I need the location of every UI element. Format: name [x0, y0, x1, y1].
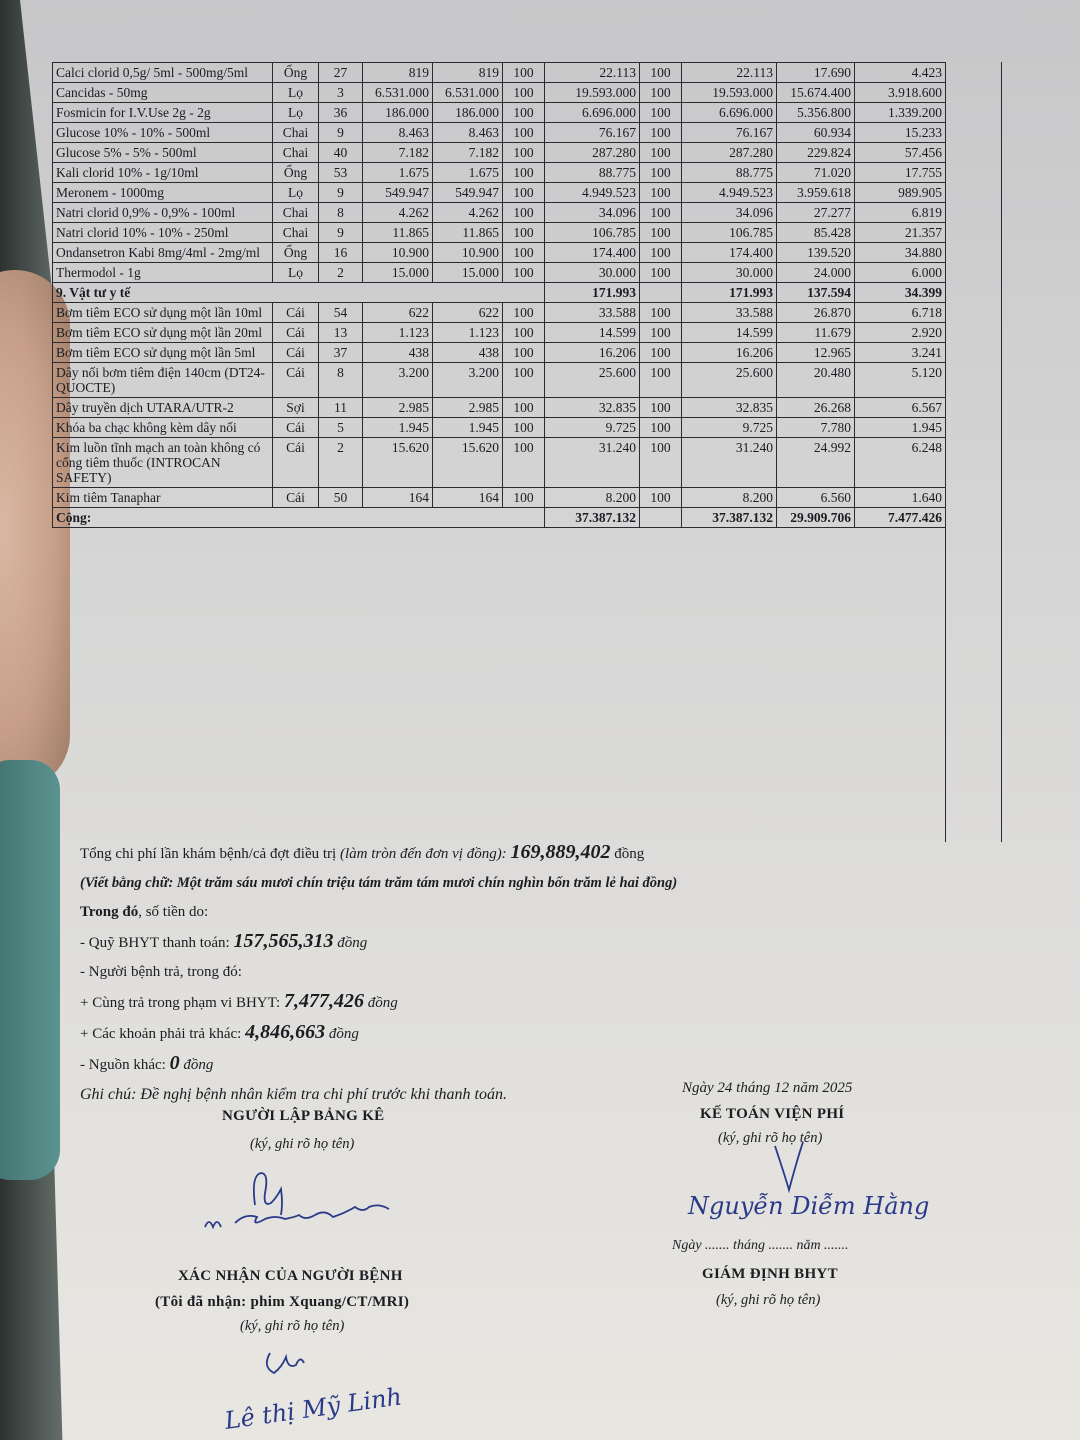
- cell-name: Khóa ba chạc không kèm dây nối: [53, 418, 273, 438]
- cell-name: 9. Vật tư y tế: [53, 283, 545, 303]
- cell-bhyt: 26.268: [777, 398, 855, 418]
- cell-pct1: 100: [503, 63, 545, 83]
- table-row: [53, 488, 946, 508]
- cell-price1: 164: [363, 488, 433, 508]
- cell-bhyt: 60.934: [777, 123, 855, 143]
- cell-name: Cộng:: [53, 508, 545, 528]
- cell-price1: 15.000: [363, 263, 433, 283]
- cell-total1: 37.387.132: [545, 508, 640, 528]
- grand-total-line: [80, 838, 980, 869]
- cell-pct2: 100: [640, 203, 682, 223]
- cell-unit: Chai: [273, 123, 319, 143]
- cell-pct1: 100: [503, 143, 545, 163]
- cell-patient: 6.248: [855, 438, 946, 488]
- cell-total1: 4.949.523: [545, 183, 640, 203]
- cell-price2: 4.262: [433, 203, 503, 223]
- issue-date: Ngày 24 tháng 12 năm 2025: [682, 1080, 853, 1096]
- cell-pct2: 100: [640, 223, 682, 243]
- cell-unit: Cái: [273, 323, 319, 343]
- cell-price2: 8.463: [433, 123, 503, 143]
- cell-total2: 22.113: [682, 63, 777, 83]
- cell-unit: Cái: [273, 303, 319, 323]
- cell-price1: 15.620: [363, 438, 433, 488]
- table-row: [53, 418, 946, 438]
- blank-date-line: Ngày ....... tháng ....... năm .......: [672, 1238, 849, 1253]
- cell-name: Dây truyền dịch UTARA/UTR-2: [53, 398, 273, 418]
- cell-patient: 6.819: [855, 203, 946, 223]
- cell-name: Cancidas - 50mg: [53, 83, 273, 103]
- cell-name: Bơm tiêm ECO sử dụng một lần 5ml: [53, 343, 273, 363]
- cell-pct2: 100: [640, 438, 682, 488]
- cell-unit: Lọ: [273, 183, 319, 203]
- cell-price1: 11.865: [363, 223, 433, 243]
- cell-qty: 54: [319, 303, 363, 323]
- table-row: [53, 243, 946, 263]
- cell-pct2: 100: [640, 418, 682, 438]
- cell-total1: 22.113: [545, 63, 640, 83]
- cell-price2: 164: [433, 488, 503, 508]
- table-row: [53, 343, 946, 363]
- cell-unit: Lọ: [273, 83, 319, 103]
- cell-total2: 32.835: [682, 398, 777, 418]
- cell-total1: 6.696.000: [545, 103, 640, 123]
- cell-name: Glucose 5% - 5% - 500ml: [53, 143, 273, 163]
- table-row: [53, 203, 946, 223]
- cell-price2: 15.620: [433, 438, 503, 488]
- bhyt-pay-line: [80, 927, 980, 958]
- cell-price2: 7.182: [433, 143, 503, 163]
- cell-price1: 1.945: [363, 418, 433, 438]
- cell-total2: 76.167: [682, 123, 777, 143]
- currency-label: đồng: [337, 935, 368, 951]
- cell-total1: 174.400: [545, 243, 640, 263]
- cell-bhyt: 15.674.400: [777, 83, 855, 103]
- cell-pct2: 100: [640, 123, 682, 143]
- copay-line: [80, 987, 980, 1018]
- cell-pct2: 100: [640, 303, 682, 323]
- table-row: [53, 223, 946, 243]
- cell-pct2: 100: [640, 243, 682, 263]
- cell-price1: 1.675: [363, 163, 433, 183]
- cell-patient: 7.477.426: [855, 508, 946, 528]
- table-blank-columns: [945, 62, 1002, 842]
- currency-label: đồng: [328, 1026, 359, 1042]
- cell-bhyt: 71.020: [777, 163, 855, 183]
- cell-total1: 9.725: [545, 418, 640, 438]
- cell-patient: 57.456: [855, 143, 946, 163]
- cell-total2: 106.785: [682, 223, 777, 243]
- cell-total2: 37.387.132: [682, 508, 777, 528]
- cell-patient: 2.920: [855, 323, 946, 343]
- bhyt-inspect-title: GIÁM ĐỊNH BHYT: [702, 1266, 838, 1282]
- cell-patient: 34.399: [855, 283, 946, 303]
- cell-pct1: 100: [503, 438, 545, 488]
- cell-price1: 438: [363, 343, 433, 363]
- cell-patient: 4.423: [855, 63, 946, 83]
- cell-unit: Chai: [273, 223, 319, 243]
- currency-label: đồng: [367, 995, 398, 1011]
- table-row: [53, 63, 946, 83]
- cell-qty: 37: [319, 343, 363, 363]
- cell-qty: 16: [319, 243, 363, 263]
- cell-patient: 3.241: [855, 343, 946, 363]
- cell-unit: Ống: [273, 63, 319, 83]
- patient-signature-text: Lê thị Mỹ Linh: [222, 1382, 404, 1435]
- cell-qty: 9: [319, 183, 363, 203]
- cell-qty: 27: [319, 63, 363, 83]
- cell-pct1: 100: [503, 123, 545, 143]
- bhyt-inspect-subtitle: (ký, ghi rõ họ tên): [716, 1292, 821, 1308]
- cell-pct1: 100: [503, 83, 545, 103]
- currency-label: đồng: [183, 1057, 214, 1073]
- cell-bhyt: 229.824: [777, 143, 855, 163]
- in-which-rest: , số tiền do:: [138, 904, 209, 920]
- cell-unit: Cái: [273, 363, 319, 398]
- cell-patient: 6.000: [855, 263, 946, 283]
- total-in-words: (Viết bằng chữ: Một trăm sáu mươi chín triệu tám trăm tám mươi chín nghìn bốn trăm lẻ hai đồng): [80, 875, 678, 891]
- cell-pct2: 100: [640, 323, 682, 343]
- cell-pct1: 100: [503, 363, 545, 398]
- patient-confirm-title: XÁC NHẬN CỦA NGƯỜI BỆNH: [178, 1268, 403, 1284]
- grand-total-label: Tổng chi phí lần khám bệnh/cả đợt điều trị: [80, 846, 337, 862]
- cell-price2: 186.000: [433, 103, 503, 123]
- cell-pct2: 100: [640, 163, 682, 183]
- patient-received-note: (Tôi đã nhận: phim Xquang/CT/MRI): [155, 1294, 410, 1310]
- cell-patient: 21.357: [855, 223, 946, 243]
- cell-bhyt: 6.560: [777, 488, 855, 508]
- cell-bhyt: 20.480: [777, 363, 855, 398]
- cell-price1: 2.985: [363, 398, 433, 418]
- cell-total2: 31.240: [682, 438, 777, 488]
- table-row: [53, 183, 946, 203]
- table-group-row: [53, 283, 946, 303]
- cell-bhyt: 24.000: [777, 263, 855, 283]
- cell-total1: 32.835: [545, 398, 640, 418]
- cell-price1: 10.900: [363, 243, 433, 263]
- cell-bhyt: 29.909.706: [777, 508, 855, 528]
- cell-total1: 25.600: [545, 363, 640, 398]
- accountant-signature: [680, 1140, 930, 1240]
- cell-bhyt: 12.965: [777, 343, 855, 363]
- other-pay-line: [80, 1018, 980, 1049]
- table-row: [53, 143, 946, 163]
- cell-qty: 40: [319, 143, 363, 163]
- cell-qty: 53: [319, 163, 363, 183]
- cell-total1: 30.000: [545, 263, 640, 283]
- cell-bhyt: 139.520: [777, 243, 855, 263]
- cell-bhyt: 85.428: [777, 223, 855, 243]
- cell-name: Calci clorid 0,5g/ 5ml - 500mg/5ml: [53, 63, 273, 83]
- cell-empty: [640, 508, 682, 528]
- cell-empty: [640, 283, 682, 303]
- cell-price1: 622: [363, 303, 433, 323]
- cell-name: Fosmicin for I.V.Use 2g - 2g: [53, 103, 273, 123]
- cell-total1: 8.200: [545, 488, 640, 508]
- table-row: [53, 103, 946, 123]
- cell-name: Natri clorid 10% - 10% - 250ml: [53, 223, 273, 243]
- cell-pct2: 100: [640, 183, 682, 203]
- cell-unit: Chai: [273, 203, 319, 223]
- cell-total2: 171.993: [682, 283, 777, 303]
- preparer-subtitle: (ký, ghi rõ họ tên): [250, 1136, 355, 1152]
- in-which-label: Trong đó: [80, 904, 139, 920]
- cell-patient: 34.880: [855, 243, 946, 263]
- cell-bhyt: 11.679: [777, 323, 855, 343]
- cell-total1: 33.588: [545, 303, 640, 323]
- cell-total1: 76.167: [545, 123, 640, 143]
- cell-qty: 2: [319, 438, 363, 488]
- cell-qty: 11: [319, 398, 363, 418]
- cell-patient: 1.640: [855, 488, 946, 508]
- cell-price2: 1.123: [433, 323, 503, 343]
- cell-price1: 3.200: [363, 363, 433, 398]
- cell-qty: 5: [319, 418, 363, 438]
- cell-pct1: 100: [503, 303, 545, 323]
- cell-total2: 6.696.000: [682, 103, 777, 123]
- cell-name: Dây nối bơm tiêm điện 140cm (DT24-QUOCTE): [53, 363, 273, 398]
- table-row: [53, 303, 946, 323]
- cell-total1: 16.206: [545, 343, 640, 363]
- cell-price1: 6.531.000: [363, 83, 433, 103]
- cell-price2: 3.200: [433, 363, 503, 398]
- cell-price2: 549.947: [433, 183, 503, 203]
- grand-total-note: (làm tròn đến đơn vị đồng):: [339, 846, 507, 862]
- cell-total1: 88.775: [545, 163, 640, 183]
- cell-price1: 549.947: [363, 183, 433, 203]
- currency-label: đồng: [614, 846, 645, 862]
- cell-total2: 25.600: [682, 363, 777, 398]
- cell-bhyt: 7.780: [777, 418, 855, 438]
- cell-total1: 106.785: [545, 223, 640, 243]
- cell-unit: Cái: [273, 343, 319, 363]
- cell-qty: 9: [319, 223, 363, 243]
- cell-patient: 5.120: [855, 363, 946, 398]
- cell-pct1: 100: [503, 263, 545, 283]
- cell-pct1: 100: [503, 418, 545, 438]
- cell-price1: 8.463: [363, 123, 433, 143]
- cell-pct1: 100: [503, 163, 545, 183]
- summary-section: [80, 838, 980, 1109]
- cell-patient: 15.233: [855, 123, 946, 143]
- cell-patient: 1.339.200: [855, 103, 946, 123]
- cell-qty: 9: [319, 123, 363, 143]
- cell-unit: Ống: [273, 163, 319, 183]
- cell-pct2: 100: [640, 263, 682, 283]
- cell-total1: 171.993: [545, 283, 640, 303]
- table-row: [53, 163, 946, 183]
- cell-patient: 1.945: [855, 418, 946, 438]
- cell-total2: 30.000: [682, 263, 777, 283]
- cell-unit: Sợi: [273, 398, 319, 418]
- cell-total2: 88.775: [682, 163, 777, 183]
- copay-label: + Cùng trả trong phạm vi BHYT:: [80, 995, 281, 1011]
- cell-total2: 287.280: [682, 143, 777, 163]
- table-row: [53, 123, 946, 143]
- cell-pct1: 100: [503, 488, 545, 508]
- cell-name: Glucose 10% - 10% - 500ml: [53, 123, 273, 143]
- cell-pct2: 100: [640, 63, 682, 83]
- cell-pct1: 100: [503, 243, 545, 263]
- table-row: [53, 363, 946, 398]
- cell-pct1: 100: [503, 203, 545, 223]
- cell-total2: 14.599: [682, 323, 777, 343]
- cell-pct1: 100: [503, 343, 545, 363]
- cell-unit: Ống: [273, 243, 319, 263]
- cell-pct2: 100: [640, 83, 682, 103]
- cell-price1: 186.000: [363, 103, 433, 123]
- table-row: [53, 323, 946, 343]
- other-source-line: [80, 1049, 980, 1080]
- cell-name: Bơm tiêm ECO sử dụng một lần 10ml: [53, 303, 273, 323]
- cell-unit: Chai: [273, 143, 319, 163]
- cell-bhyt: 26.870: [777, 303, 855, 323]
- cell-qty: 50: [319, 488, 363, 508]
- cell-name: Meronem - 1000mg: [53, 183, 273, 203]
- note-line: Ghi chú: Đề nghị bệnh nhân kiểm tra chi phí trước khi thanh toán.: [80, 1086, 507, 1103]
- cell-total1: 287.280: [545, 143, 640, 163]
- cell-name: Kim tiêm Tanaphar: [53, 488, 273, 508]
- cell-name: Natri clorid 0,9% - 0,9% - 100ml: [53, 203, 273, 223]
- cell-bhyt: 3.959.618: [777, 183, 855, 203]
- other-source-label: - Nguồn khác:: [80, 1057, 166, 1073]
- cell-price1: 1.123: [363, 323, 433, 343]
- cell-pct1: 100: [503, 398, 545, 418]
- accountant-signature-text: Nguyễn Diễm Hằng: [688, 1192, 930, 1220]
- other-pay-value: 4,846,663: [245, 1021, 326, 1043]
- cell-pct2: 100: [640, 488, 682, 508]
- in-which-line: [80, 898, 980, 927]
- cell-name: Thermodol - 1g: [53, 263, 273, 283]
- cell-total2: 33.588: [682, 303, 777, 323]
- cell-qty: 36: [319, 103, 363, 123]
- table-total-row: [53, 508, 946, 528]
- cell-bhyt: 5.356.800: [777, 103, 855, 123]
- cell-pct2: 100: [640, 103, 682, 123]
- cell-bhyt: 24.992: [777, 438, 855, 488]
- patient-pay-label: - Người bệnh trả, trong đó:: [80, 964, 242, 980]
- cell-price2: 10.900: [433, 243, 503, 263]
- cell-pct2: 100: [640, 398, 682, 418]
- cell-total2: 174.400: [682, 243, 777, 263]
- cell-price2: 11.865: [433, 223, 503, 243]
- preparer-title: NGƯỜI LẬP BẢNG KÊ: [222, 1108, 385, 1124]
- other-source-value: 0: [169, 1052, 180, 1074]
- cell-price2: 6.531.000: [433, 83, 503, 103]
- cell-bhyt: 27.277: [777, 203, 855, 223]
- cell-patient: 989.905: [855, 183, 946, 203]
- cell-name: Kim luồn tĩnh mạch an toàn không có cổng tiêm thuốc (INTROCAN SAFETY): [53, 438, 273, 488]
- cost-table: [52, 62, 946, 528]
- cell-name: Ondansetron Kabi 8mg/4ml - 2mg/ml: [53, 243, 273, 263]
- cell-unit: Cái: [273, 418, 319, 438]
- cell-total1: 14.599: [545, 323, 640, 343]
- cell-price1: 7.182: [363, 143, 433, 163]
- cell-total1: 34.096: [545, 203, 640, 223]
- cell-qty: 8: [319, 363, 363, 398]
- accountant-title: KẾ TOÁN VIỆN PHÍ: [700, 1106, 845, 1122]
- cell-name: Bơm tiêm ECO sử dụng một lần 20ml: [53, 323, 273, 343]
- table-row: [53, 438, 946, 488]
- cell-total2: 8.200: [682, 488, 777, 508]
- cell-qty: 13: [319, 323, 363, 343]
- table-row: [53, 83, 946, 103]
- cell-price2: 438: [433, 343, 503, 363]
- patient-subtitle: (ký, ghi rõ họ tên): [240, 1318, 345, 1334]
- accountant-subtitle: (ký, ghi rõ họ tên): [718, 1130, 823, 1146]
- cell-pct1: 100: [503, 323, 545, 343]
- cell-patient: 3.918.600: [855, 83, 946, 103]
- cell-total2: 34.096: [682, 203, 777, 223]
- cell-price2: 1.675: [433, 163, 503, 183]
- cell-name: Kali clorid 10% - 1g/10ml: [53, 163, 273, 183]
- cell-price1: 819: [363, 63, 433, 83]
- cell-patient: 17.755: [855, 163, 946, 183]
- cell-total1: 31.240: [545, 438, 640, 488]
- cell-total2: 4.949.523: [682, 183, 777, 203]
- cell-total2: 16.206: [682, 343, 777, 363]
- patient-signature: [220, 1345, 420, 1440]
- bhyt-pay-value: 157,565,313: [233, 930, 334, 952]
- copay-value: 7,477,426: [283, 990, 364, 1012]
- cell-patient: 6.567: [855, 398, 946, 418]
- cell-unit: Cái: [273, 488, 319, 508]
- grand-total-value: 169,889,402: [510, 841, 611, 863]
- cell-unit: Lọ: [273, 103, 319, 123]
- cell-pct2: 100: [640, 363, 682, 398]
- preparer-signature: [195, 1165, 425, 1245]
- cell-pct1: 100: [503, 103, 545, 123]
- cell-unit: Lọ: [273, 263, 319, 283]
- table-row: [53, 398, 946, 418]
- cell-patient: 6.718: [855, 303, 946, 323]
- other-pay-label: + Các khoản phải trả khác:: [80, 1026, 242, 1042]
- cell-unit: Cái: [273, 438, 319, 488]
- cell-price2: 15.000: [433, 263, 503, 283]
- cell-price1: 4.262: [363, 203, 433, 223]
- cell-bhyt: 17.690: [777, 63, 855, 83]
- cell-pct2: 100: [640, 343, 682, 363]
- cell-price2: 622: [433, 303, 503, 323]
- cell-price2: 1.945: [433, 418, 503, 438]
- cell-qty: 2: [319, 263, 363, 283]
- table-row: [53, 263, 946, 283]
- cell-total2: 19.593.000: [682, 83, 777, 103]
- cell-price2: 2.985: [433, 398, 503, 418]
- cell-pct1: 100: [503, 223, 545, 243]
- cell-total1: 19.593.000: [545, 83, 640, 103]
- cell-total2: 9.725: [682, 418, 777, 438]
- cell-qty: 8: [319, 203, 363, 223]
- cell-bhyt: 137.594: [777, 283, 855, 303]
- cell-qty: 3: [319, 83, 363, 103]
- cell-price2: 819: [433, 63, 503, 83]
- cell-pct1: 100: [503, 183, 545, 203]
- bhyt-pay-label: - Quỹ BHYT thanh toán:: [80, 935, 230, 951]
- cell-pct2: 100: [640, 143, 682, 163]
